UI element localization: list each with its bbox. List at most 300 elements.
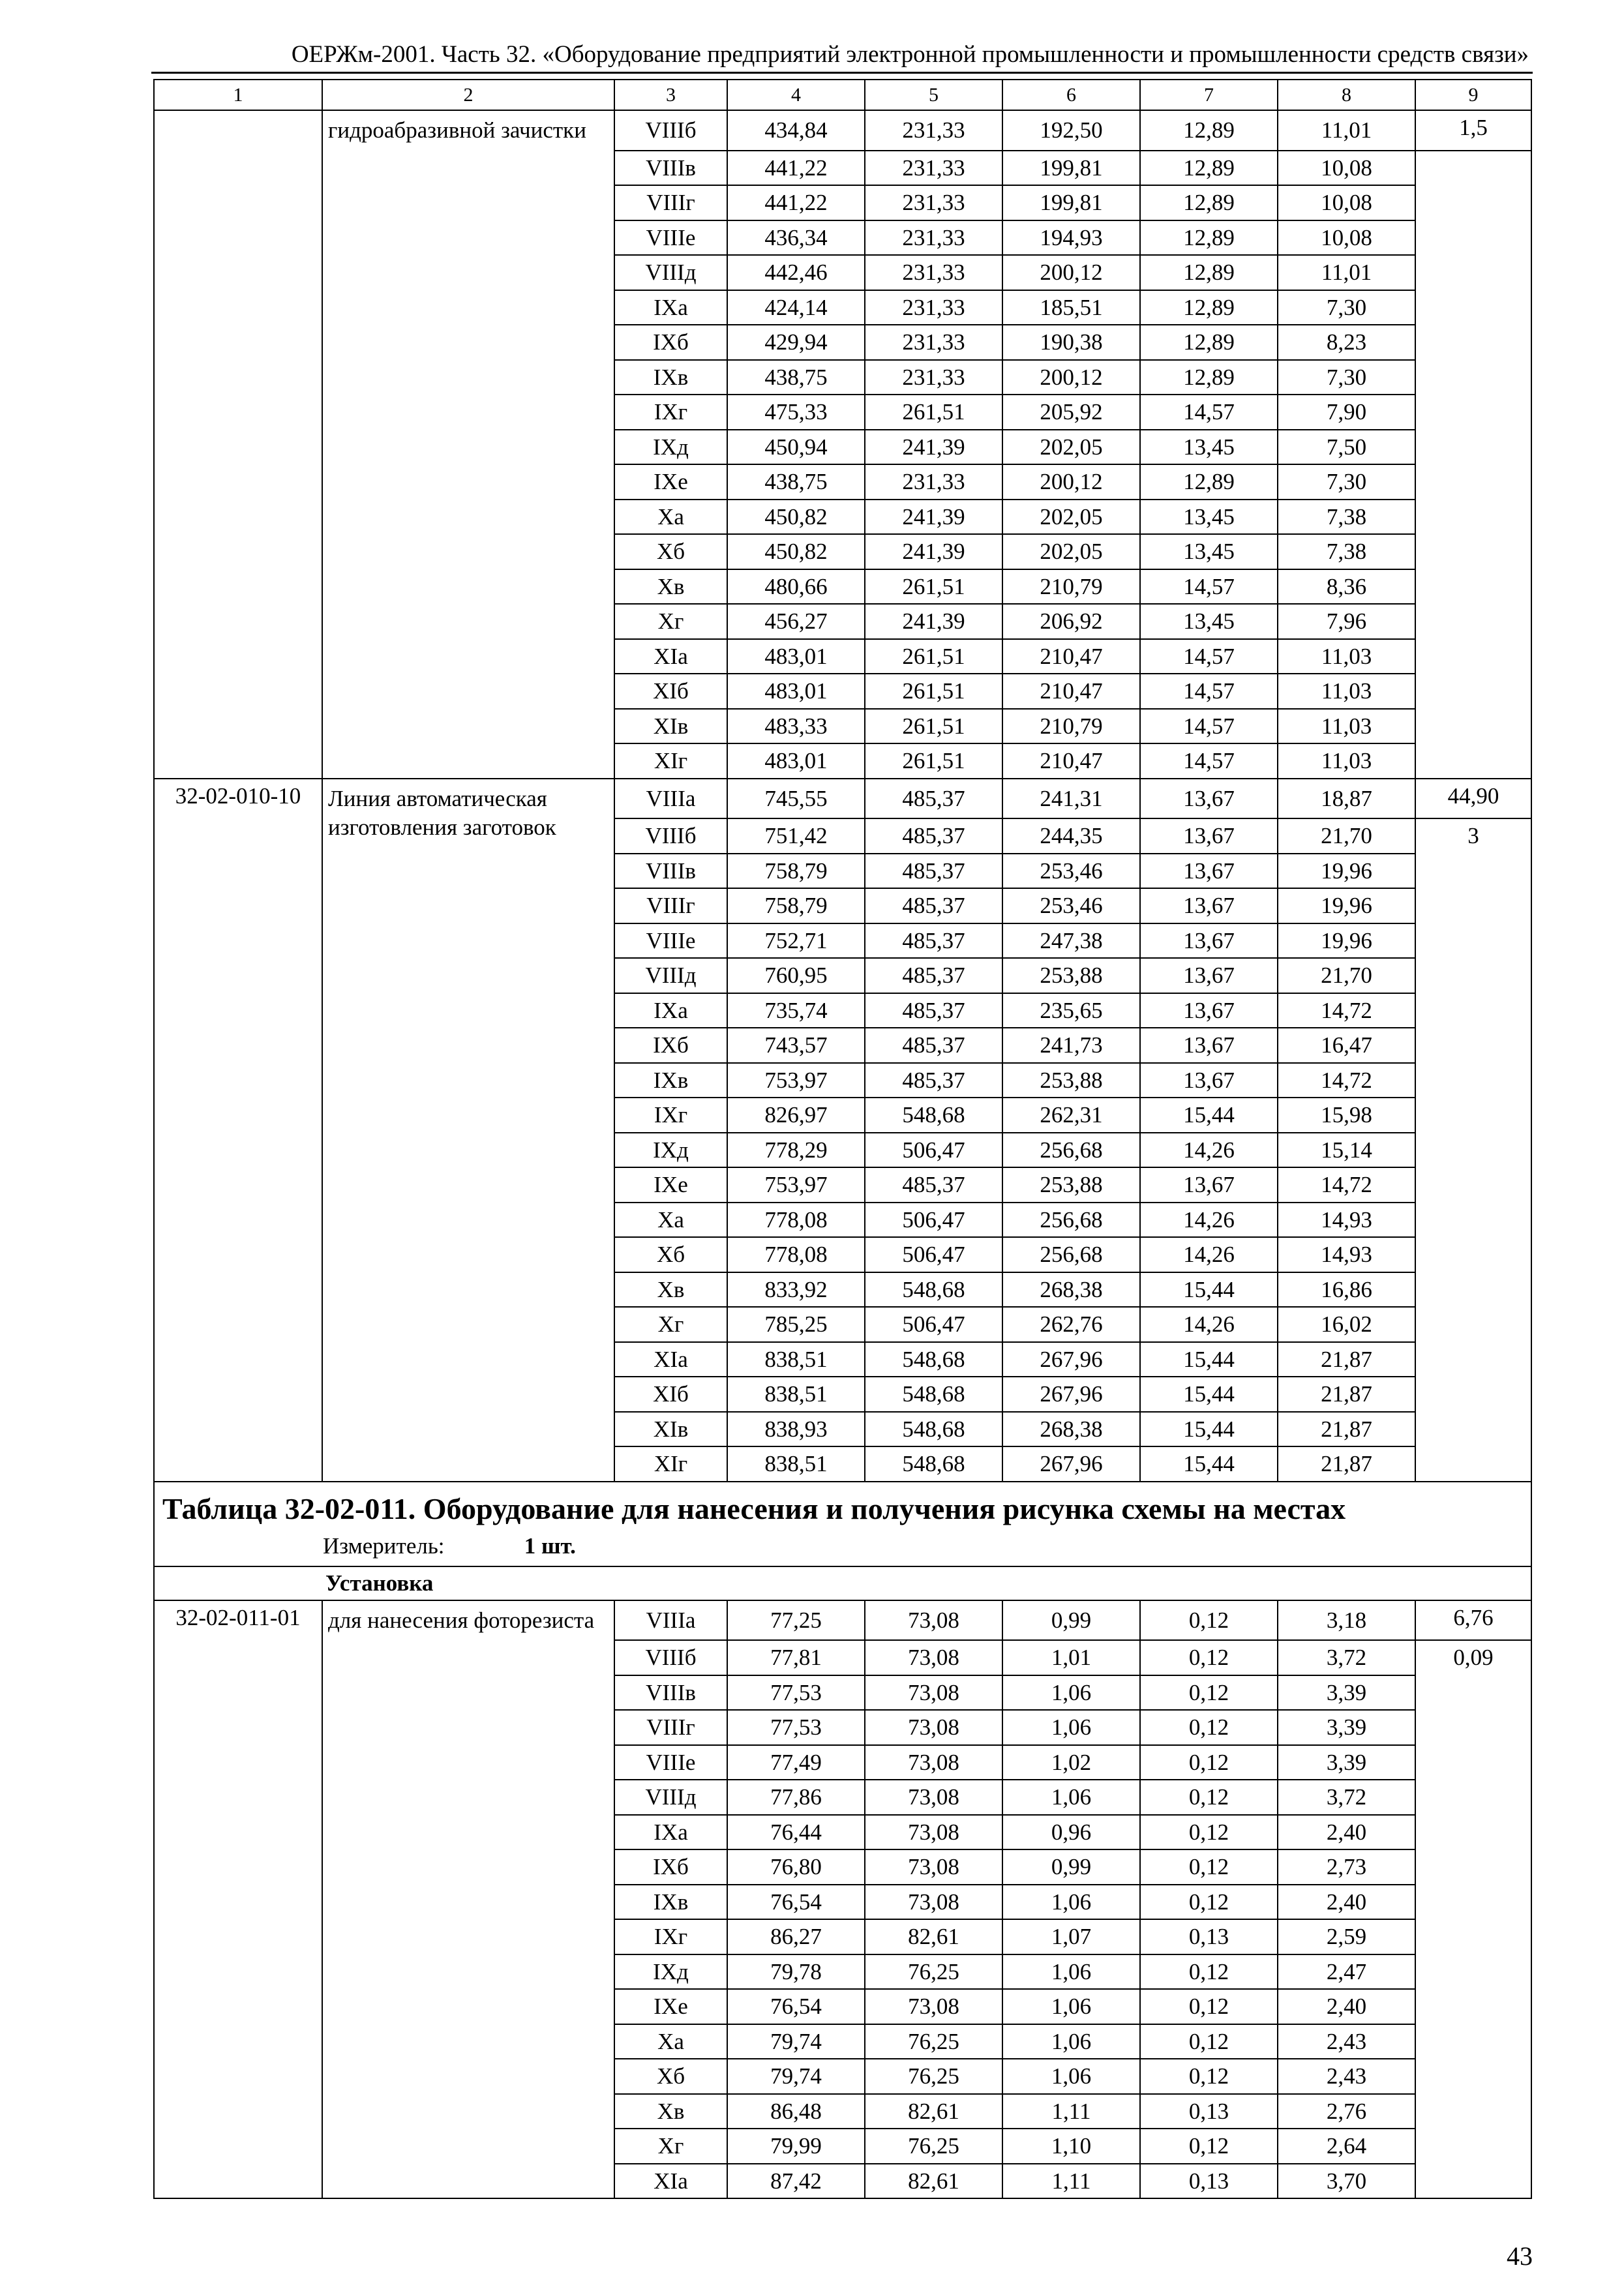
value-cell: 14,93: [1278, 1237, 1415, 1272]
value-cell: 548,68: [865, 1098, 1002, 1133]
value-cell: 752,71: [727, 923, 865, 959]
value-cell: 231,33: [865, 360, 1002, 395]
value-cell: 256,68: [1002, 1203, 1140, 1238]
value-cell: 82,61: [865, 2094, 1002, 2129]
value-cell: 2,43: [1278, 2059, 1415, 2094]
value-cell: 10,08: [1278, 185, 1415, 220]
value-cell: 483,01: [727, 639, 865, 674]
value-cell: 73,08: [865, 1849, 1002, 1885]
value-cell: 199,81: [1002, 151, 1140, 186]
zone-cell: IXв: [614, 1063, 727, 1098]
value-cell: 231,33: [865, 151, 1002, 186]
value-cell: 2,64: [1278, 2129, 1415, 2164]
value-cell: 735,74: [727, 993, 865, 1028]
value-cell: 21,87: [1278, 1412, 1415, 1447]
value-cell: 13,67: [1140, 854, 1278, 889]
resource-code: 32-02-010-10: [154, 779, 322, 1482]
value-cell: 235,65: [1002, 993, 1140, 1028]
value-cell: 450,82: [727, 534, 865, 569]
value-cell: 256,68: [1002, 1133, 1140, 1168]
value-cell: 21,87: [1278, 1446, 1415, 1482]
value-cell: 13,67: [1140, 993, 1278, 1028]
value-cell: 10,08: [1278, 220, 1415, 256]
value-cell: 13,45: [1140, 430, 1278, 465]
value-cell: 256,68: [1002, 1237, 1140, 1272]
value-cell: 15,44: [1140, 1098, 1278, 1133]
value-cell: 441,22: [727, 185, 865, 220]
value-cell: 548,68: [865, 1272, 1002, 1308]
value-cell: 241,39: [865, 430, 1002, 465]
value-cell: 14,57: [1140, 674, 1278, 709]
value-cell: 0,12: [1140, 1600, 1278, 1641]
value-cell: 0,13: [1140, 1919, 1278, 1954]
value-cell: 12,89: [1140, 255, 1278, 290]
value-cell: 15,14: [1278, 1133, 1415, 1168]
value-cell: 253,88: [1002, 958, 1140, 993]
value-cell: 2,47: [1278, 1954, 1415, 1990]
value-cell: 12,89: [1140, 220, 1278, 256]
value-cell: 73,08: [865, 1989, 1002, 2024]
value-cell: 12,89: [1140, 290, 1278, 325]
value-cell: 2,59: [1278, 1919, 1415, 1954]
value-cell: 76,80: [727, 1849, 865, 1885]
zone-cell: XIв: [614, 1412, 727, 1447]
value-cell: 13,67: [1140, 888, 1278, 923]
zone-cell: VIIIе: [614, 1745, 727, 1780]
zone-cell: Xа: [614, 2024, 727, 2059]
value-cell: 3,70: [1278, 2164, 1415, 2199]
value-cell: 11,01: [1278, 255, 1415, 290]
value-cell: 16,02: [1278, 1307, 1415, 1342]
value-cell: 77,86: [727, 1780, 865, 1815]
value-cell: 262,76: [1002, 1307, 1140, 1342]
value-cell: 268,38: [1002, 1272, 1140, 1308]
value-cell: 1,11: [1002, 2094, 1140, 2129]
measurer-value: 1 шт.: [524, 1533, 576, 1559]
value-cell: 0,12: [1140, 1954, 1278, 1990]
column-number: 1: [154, 80, 322, 110]
value-cell: 838,51: [727, 1446, 865, 1482]
value-cell: 485,37: [865, 958, 1002, 993]
zone-cell: IXе: [614, 1989, 727, 2024]
col9-value: 0,09: [1415, 1640, 1531, 2198]
value-cell: 7,96: [1278, 604, 1415, 639]
value-cell: 87,42: [727, 2164, 865, 2199]
value-cell: 77,53: [727, 1710, 865, 1745]
value-cell: 261,51: [865, 569, 1002, 605]
value-cell: 231,33: [865, 325, 1002, 360]
value-cell: 210,79: [1002, 709, 1140, 744]
value-cell: 424,14: [727, 290, 865, 325]
value-cell: 0,12: [1140, 2129, 1278, 2164]
measurer: [162, 1528, 1524, 1561]
value-cell: 1,10: [1002, 2129, 1140, 2164]
value-cell: 200,12: [1002, 255, 1140, 290]
value-cell: 12,89: [1140, 325, 1278, 360]
zone-cell: XIг: [614, 743, 727, 779]
value-cell: 14,57: [1140, 709, 1278, 744]
value-cell: 826,97: [727, 1098, 865, 1133]
value-cell: 210,47: [1002, 639, 1140, 674]
value-cell: 210,79: [1002, 569, 1140, 605]
zone-cell: VIIIд: [614, 958, 727, 993]
col9-value: 3: [1415, 818, 1531, 1482]
price-table: [153, 79, 1532, 2199]
zone-cell: XIа: [614, 639, 727, 674]
col9-value: 1,5: [1415, 110, 1531, 151]
value-cell: 485,37: [865, 779, 1002, 819]
value-cell: 14,72: [1278, 1063, 1415, 1098]
zone-cell: Xб: [614, 1237, 727, 1272]
value-cell: 442,46: [727, 255, 865, 290]
value-cell: 76,25: [865, 2059, 1002, 2094]
column-number: 9: [1415, 80, 1531, 110]
value-cell: 778,08: [727, 1203, 865, 1238]
col9-value: [1415, 151, 1531, 779]
value-cell: 247,38: [1002, 923, 1140, 959]
value-cell: 3,72: [1278, 1640, 1415, 1675]
value-cell: 2,43: [1278, 2024, 1415, 2059]
value-cell: 3,39: [1278, 1710, 1415, 1745]
value-cell: 202,05: [1002, 430, 1140, 465]
value-cell: 485,37: [865, 993, 1002, 1028]
value-cell: 485,37: [865, 1063, 1002, 1098]
value-cell: 2,40: [1278, 1885, 1415, 1920]
column-number: 4: [727, 80, 865, 110]
value-cell: 202,05: [1002, 534, 1140, 569]
zone-cell: IXв: [614, 1885, 727, 1920]
zone-cell: IXб: [614, 1849, 727, 1885]
value-cell: 1,06: [1002, 2024, 1140, 2059]
value-cell: 261,51: [865, 639, 1002, 674]
zone-cell: Xв: [614, 2094, 727, 2129]
value-cell: 548,68: [865, 1342, 1002, 1377]
value-cell: 1,11: [1002, 2164, 1140, 2199]
value-cell: 7,30: [1278, 290, 1415, 325]
value-cell: 485,37: [865, 923, 1002, 959]
zone-cell: Xв: [614, 1272, 727, 1308]
col9-value: 6,76: [1415, 1600, 1531, 1641]
value-cell: 76,25: [865, 1954, 1002, 1990]
value-cell: 241,39: [865, 500, 1002, 535]
value-cell: 0,12: [1140, 1675, 1278, 1711]
value-cell: 16,47: [1278, 1028, 1415, 1063]
resource-name: Линия автоматическая изготовления заготовок: [322, 779, 614, 1482]
value-cell: 231,33: [865, 464, 1002, 500]
zone-cell: Xб: [614, 2059, 727, 2094]
zone-cell: XIа: [614, 1342, 727, 1377]
value-cell: 548,68: [865, 1377, 1002, 1412]
value-cell: 76,44: [727, 1815, 865, 1850]
zone-cell: VIIIе: [614, 220, 727, 256]
value-cell: 753,97: [727, 1167, 865, 1203]
value-cell: 2,40: [1278, 1989, 1415, 2024]
value-cell: 200,12: [1002, 360, 1140, 395]
value-cell: 441,22: [727, 151, 865, 186]
value-cell: 261,51: [865, 743, 1002, 779]
value-cell: 475,33: [727, 395, 865, 430]
zone-cell: Xв: [614, 569, 727, 605]
value-cell: 11,01: [1278, 110, 1415, 151]
column-number: 3: [614, 80, 727, 110]
value-cell: 1,06: [1002, 1989, 1140, 2024]
value-cell: 8,36: [1278, 569, 1415, 605]
zone-cell: IXд: [614, 430, 727, 465]
value-cell: 194,93: [1002, 220, 1140, 256]
value-cell: 14,72: [1278, 1167, 1415, 1203]
value-cell: 231,33: [865, 220, 1002, 256]
value-cell: 73,08: [865, 1600, 1002, 1641]
value-cell: 0,12: [1140, 1885, 1278, 1920]
value-cell: 0,13: [1140, 2094, 1278, 2129]
value-cell: 15,44: [1140, 1272, 1278, 1308]
zone-cell: VIIIе: [614, 923, 727, 959]
value-cell: 13,67: [1140, 779, 1278, 819]
value-cell: 548,68: [865, 1446, 1002, 1482]
value-cell: 14,57: [1140, 743, 1278, 779]
resource-code: [154, 110, 322, 779]
value-cell: 13,45: [1140, 534, 1278, 569]
value-cell: 253,88: [1002, 1063, 1140, 1098]
value-cell: 267,96: [1002, 1377, 1140, 1412]
value-cell: 14,57: [1140, 639, 1278, 674]
value-cell: 12,89: [1140, 464, 1278, 500]
value-cell: 7,50: [1278, 430, 1415, 465]
value-cell: 77,25: [727, 1600, 865, 1641]
zone-cell: IXв: [614, 360, 727, 395]
zone-cell: Xг: [614, 2129, 727, 2164]
value-cell: 0,12: [1140, 2059, 1278, 2094]
value-cell: 244,35: [1002, 818, 1140, 854]
value-cell: 11,03: [1278, 709, 1415, 744]
value-cell: 13,67: [1140, 1167, 1278, 1203]
value-cell: 14,57: [1140, 569, 1278, 605]
value-cell: 548,68: [865, 1412, 1002, 1447]
value-cell: 506,47: [865, 1133, 1002, 1168]
value-cell: 0,12: [1140, 1640, 1278, 1675]
value-cell: 261,51: [865, 709, 1002, 744]
value-cell: 231,33: [865, 290, 1002, 325]
value-cell: 202,05: [1002, 500, 1140, 535]
value-cell: 200,12: [1002, 464, 1140, 500]
zone-cell: IXб: [614, 325, 727, 360]
table-title-cell: [154, 1482, 1531, 1566]
value-cell: 480,66: [727, 569, 865, 605]
zone-cell: IXд: [614, 1133, 727, 1168]
value-cell: 76,54: [727, 1885, 865, 1920]
price-table-container: [153, 79, 1532, 2199]
value-cell: 241,39: [865, 604, 1002, 639]
value-cell: 483,33: [727, 709, 865, 744]
table-title: Таблица 32-02-011. Оборудование для нанесения и получения рисунка схемы на местах: [162, 1491, 1346, 1525]
value-cell: 1,01: [1002, 1640, 1140, 1675]
column-number: 5: [865, 80, 1002, 110]
value-cell: 16,86: [1278, 1272, 1415, 1308]
zone-cell: VIIIв: [614, 854, 727, 889]
value-cell: 79,78: [727, 1954, 865, 1990]
value-cell: 73,08: [865, 1885, 1002, 1920]
value-cell: 2,73: [1278, 1849, 1415, 1885]
value-cell: 13,45: [1140, 604, 1278, 639]
value-cell: 3,72: [1278, 1780, 1415, 1815]
zone-cell: XIб: [614, 674, 727, 709]
page-number: 43: [1507, 2241, 1533, 2271]
value-cell: 73,08: [865, 1745, 1002, 1780]
value-cell: 253,46: [1002, 854, 1140, 889]
value-cell: 753,97: [727, 1063, 865, 1098]
value-cell: 14,26: [1140, 1307, 1278, 1342]
zone-cell: IXа: [614, 1815, 727, 1850]
value-cell: 450,82: [727, 500, 865, 535]
value-cell: 0,12: [1140, 1780, 1278, 1815]
zone-cell: IXа: [614, 993, 727, 1028]
value-cell: 485,37: [865, 1167, 1002, 1203]
zone-cell: VIIIб: [614, 110, 727, 151]
value-cell: 13,67: [1140, 1063, 1278, 1098]
zone-cell: IXг: [614, 1098, 727, 1133]
zone-cell: VIIIв: [614, 151, 727, 186]
value-cell: 206,92: [1002, 604, 1140, 639]
value-cell: 785,25: [727, 1307, 865, 1342]
value-cell: 13,67: [1140, 818, 1278, 854]
zone-cell: XIв: [614, 709, 727, 744]
value-cell: 210,47: [1002, 743, 1140, 779]
value-cell: 14,93: [1278, 1203, 1415, 1238]
value-cell: 261,51: [865, 674, 1002, 709]
value-cell: 11,03: [1278, 674, 1415, 709]
value-cell: 456,27: [727, 604, 865, 639]
header-rule: [151, 72, 1533, 74]
table-title-row: [154, 1482, 1531, 1566]
zone-cell: IXе: [614, 464, 727, 500]
value-cell: 429,94: [727, 325, 865, 360]
resource-code: 32-02-011-01: [154, 1600, 322, 2199]
value-cell: 21,87: [1278, 1377, 1415, 1412]
value-cell: 76,25: [865, 2024, 1002, 2059]
value-cell: 1,06: [1002, 2059, 1140, 2094]
zone-cell: VIIIд: [614, 1780, 727, 1815]
zone-cell: Xг: [614, 604, 727, 639]
value-cell: 253,88: [1002, 1167, 1140, 1203]
value-cell: 0,12: [1140, 1710, 1278, 1745]
value-cell: 15,44: [1140, 1377, 1278, 1412]
zone-cell: IXд: [614, 1954, 727, 1990]
value-cell: 261,51: [865, 395, 1002, 430]
value-cell: 438,75: [727, 464, 865, 500]
value-cell: 15,98: [1278, 1098, 1415, 1133]
value-cell: 12,89: [1140, 110, 1278, 151]
value-cell: 77,49: [727, 1745, 865, 1780]
value-cell: 14,26: [1140, 1237, 1278, 1272]
value-cell: 450,94: [727, 430, 865, 465]
value-cell: 760,95: [727, 958, 865, 993]
zone-cell: XIа: [614, 2164, 727, 2199]
value-cell: 2,76: [1278, 2094, 1415, 2129]
value-cell: 7,30: [1278, 360, 1415, 395]
value-cell: 73,08: [865, 1675, 1002, 1711]
column-number-row: [154, 80, 1531, 110]
value-cell: 19,96: [1278, 854, 1415, 889]
zone-cell: VIIIб: [614, 818, 727, 854]
value-cell: 1,06: [1002, 1885, 1140, 1920]
value-cell: 0,96: [1002, 1815, 1140, 1850]
value-cell: 262,31: [1002, 1098, 1140, 1133]
value-cell: 434,84: [727, 110, 865, 151]
value-cell: 485,37: [865, 1028, 1002, 1063]
value-cell: 1,07: [1002, 1919, 1140, 1954]
value-cell: 76,54: [727, 1989, 865, 2024]
value-cell: 231,33: [865, 110, 1002, 151]
value-cell: 7,30: [1278, 464, 1415, 500]
zone-cell: Xа: [614, 500, 727, 535]
value-cell: 82,61: [865, 1919, 1002, 1954]
value-cell: 12,89: [1140, 151, 1278, 186]
value-cell: 485,37: [865, 888, 1002, 923]
zone-cell: XIб: [614, 1377, 727, 1412]
zone-cell: IXа: [614, 290, 727, 325]
value-cell: 19,96: [1278, 923, 1415, 959]
value-cell: 73,08: [865, 1815, 1002, 1850]
table-row: [154, 779, 1531, 819]
value-cell: 758,79: [727, 854, 865, 889]
zone-cell: VIIIв: [614, 1675, 727, 1711]
table-row: [154, 110, 1531, 151]
value-cell: 506,47: [865, 1237, 1002, 1272]
value-cell: 436,34: [727, 220, 865, 256]
value-cell: 79,74: [727, 2059, 865, 2094]
value-cell: 743,57: [727, 1028, 865, 1063]
section-heading-row: [154, 1566, 1531, 1600]
zone-cell: VIIIг: [614, 1710, 727, 1745]
zone-cell: Xа: [614, 1203, 727, 1238]
value-cell: 205,92: [1002, 395, 1140, 430]
value-cell: 241,31: [1002, 779, 1140, 819]
value-cell: 73,08: [865, 1780, 1002, 1815]
value-cell: 751,42: [727, 818, 865, 854]
section-heading: Установка: [154, 1566, 1531, 1600]
value-cell: 79,74: [727, 2024, 865, 2059]
value-cell: 3,39: [1278, 1745, 1415, 1780]
value-cell: 15,44: [1140, 1412, 1278, 1447]
value-cell: 190,38: [1002, 325, 1140, 360]
value-cell: 199,81: [1002, 185, 1140, 220]
value-cell: 185,51: [1002, 290, 1140, 325]
value-cell: 15,44: [1140, 1342, 1278, 1377]
column-number: 2: [322, 80, 614, 110]
value-cell: 267,96: [1002, 1342, 1140, 1377]
column-number: 7: [1140, 80, 1278, 110]
value-cell: 0,99: [1002, 1600, 1140, 1641]
value-cell: 192,50: [1002, 110, 1140, 151]
value-cell: 86,48: [727, 2094, 865, 2129]
column-number: 8: [1278, 80, 1415, 110]
value-cell: 14,72: [1278, 993, 1415, 1028]
value-cell: 483,01: [727, 674, 865, 709]
zone-cell: Xг: [614, 1307, 727, 1342]
value-cell: 77,53: [727, 1675, 865, 1711]
value-cell: 82,61: [865, 2164, 1002, 2199]
value-cell: 0,12: [1140, 1989, 1278, 2024]
value-cell: 0,99: [1002, 1849, 1140, 1885]
value-cell: 7,38: [1278, 534, 1415, 569]
running-header: ОЕРЖм-2001. Часть 32. «Оборудование предприятий электронной промышленности и промышленности средств связи»: [291, 41, 1529, 68]
value-cell: 833,92: [727, 1272, 865, 1308]
value-cell: 7,90: [1278, 395, 1415, 430]
zone-cell: IXб: [614, 1028, 727, 1063]
value-cell: 76,25: [865, 2129, 1002, 2164]
value-cell: 13,67: [1140, 923, 1278, 959]
value-cell: 506,47: [865, 1307, 1002, 1342]
